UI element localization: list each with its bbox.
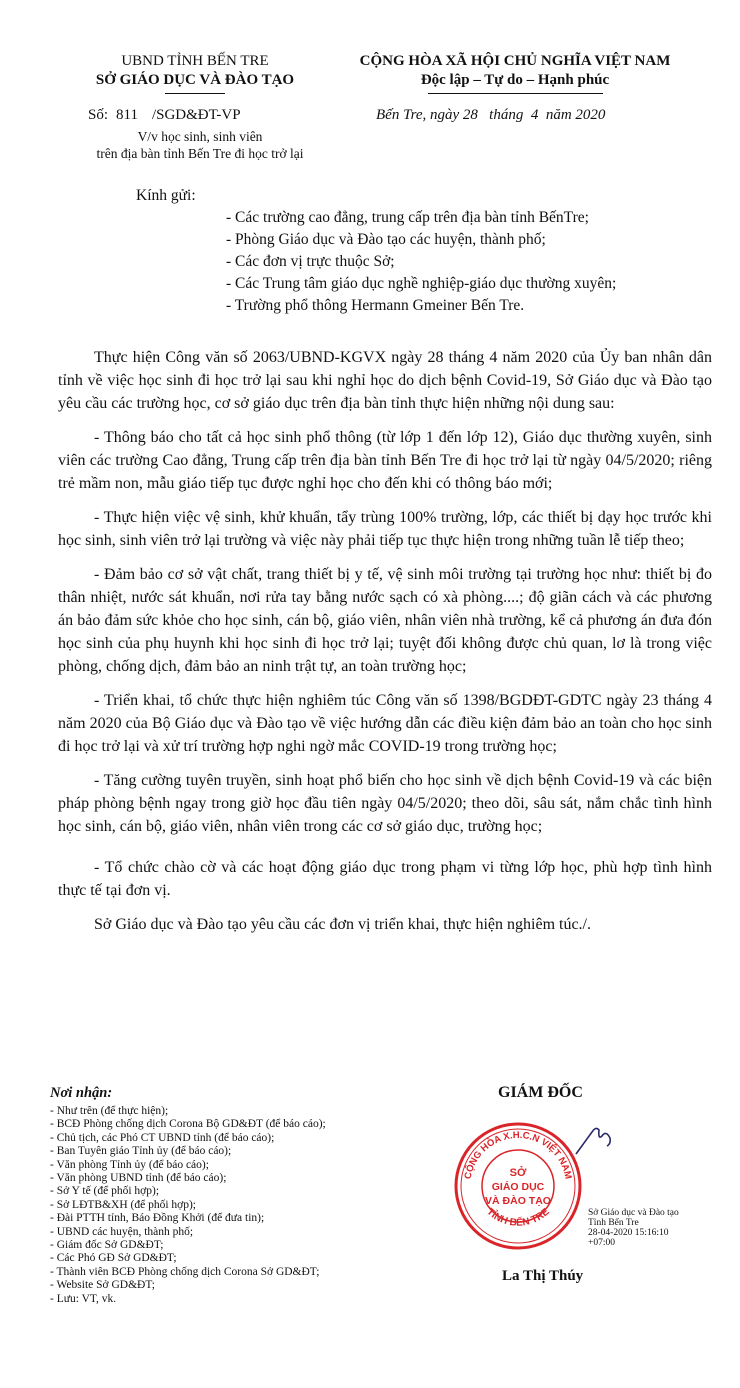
digisig-line: +07:00 — [588, 1238, 615, 1248]
body-paragraph: - Tổ chức chào cờ và các hoạt động giáo dục trong phạm vi từng lớp học, phù hợp tình hình thực tế tại đơn vị. — [58, 859, 712, 899]
document-body — [58, 346, 712, 947]
agency-parent: UBND TỈNH BẾN TRE — [121, 53, 269, 69]
recipient-item: - Chủ tịch, các Phó CT UBND tỉnh (để báo cáo); — [50, 1131, 275, 1144]
signer-role: GIÁM ĐỐC — [498, 1084, 583, 1101]
document-subject — [40, 128, 360, 162]
body-paragraph: Sở Giáo dục và Đào tạo yêu cầu các đơn vị triển khai, thực hiện nghiêm túc./. — [94, 916, 591, 933]
body-paragraph: - Triển khai, tổ chức thực hiện nghiêm túc Công văn số 1398/BGDĐT-GDTC ngày 23 tháng 4 năm 2020 của Bộ Giáo dục và Đào tạo về việc hướng dẫn các điều kiện đảm bảo an toàn cho học sinh đi học trở lại và xử trí trường hợp nghi ngờ mắc COVID-19 trong trường học; — [58, 692, 712, 755]
doc-number-suffix: /SGD&ĐT-VP — [151, 107, 241, 123]
digital-signature-info — [588, 1208, 679, 1248]
svg-text:TỈNH BẾN TRE: TỈNH BẾN TRE — [484, 1206, 552, 1229]
recipient-item: - BCĐ Phòng chống dịch Corona Bộ GD&ĐT (để báo cáo); — [50, 1118, 326, 1131]
recipient-item: - Lưu: VT, vk. — [50, 1292, 117, 1305]
svg-text:VÀ ĐÀO TẠO: VÀ ĐÀO TẠO — [485, 1195, 551, 1207]
agency-name: SỞ GIÁO DỤC VÀ ĐÀO TẠO — [95, 72, 295, 88]
recipient-item: - Sở LĐTB&XH (để phối hợp); — [50, 1198, 196, 1211]
document-number — [88, 107, 241, 124]
recipient-item: - UBND các huyện, thành phố; — [50, 1225, 194, 1238]
body-paragraph: - Đảm bảo cơ sở vật chất, trang thiết bị y tế, vệ sinh môi trường tại trường học như: thiết bị đo thân nhiệt, nước sát khuẩn, nơi rửa tay bằng nước sạch có xà phòng....; độ giãn cách và các phương án bảo đảm sức khỏe cho học sinh, cán bộ, giáo viên, nhân viên nhà trường, kể cả phương án đưa đón học sinh của phụ huynh khi học sinh đi học trở lại; tuyệt đối không được chủ quan, lơ là trong việc phòng, chống dịch, đảm bảo an ninh trật tự, an toàn trường học; — [58, 566, 712, 675]
body-paragraph: - Thông báo cho tất cả học sinh phổ thông (từ lớp 1 đến lớp 12), Giáo dục thường xuyên, sinh viên các trường Cao đẳng, Trung cấp trên địa bàn tỉnh Bến Tre đi học trở lại từ ngày 04/5/2020; riêng trẻ mầm non, mẫu giáo tiếp tục được nghỉ học cho đến khi có thông báo mới; — [58, 429, 712, 492]
agency-underline — [165, 93, 225, 94]
subject-line-1: V/v học sinh, sinh viên — [137, 129, 263, 144]
addressee-item: - Các Trung tâm giáo dục nghề nghiệp-giáo dục thường xuyên; — [226, 275, 617, 292]
body-paragraph: Thực hiện Công văn số 2063/UBND-KGVX ngày 28 tháng 4 năm 2020 của Ủy ban nhân dân tỉnh về việc học sinh đi học trở lại sau khi nghỉ học do dịch bệnh Covid-19, Sở Giáo dục và Đào tạo yêu cầu các trường học, cơ sở giáo dục trên địa bàn tỉnh thực hiện những nội dung sau: — [58, 349, 712, 412]
addressee-item: - Các trường cao đẳng, trung cấp trên địa bàn tỉnh BếnTre; — [226, 209, 589, 226]
recipient-item: - Ban Tuyên giáo Tỉnh ủy (để báo cáo); — [50, 1145, 232, 1158]
official-seal — [452, 1120, 584, 1252]
recipients-title: Nơi nhận: — [50, 1085, 113, 1101]
svg-text:GIÁO DỤC: GIÁO DỤC — [491, 1181, 545, 1193]
recipient-item: - Văn phòng UBND tỉnh (để báo cáo); — [50, 1172, 227, 1185]
addressee-item: - Các đơn vị trực thuộc Sở; — [226, 253, 395, 270]
recipient-item: - Văn phòng Tỉnh ủy (để báo cáo); — [50, 1158, 209, 1171]
signer-name: La Thị Thúy — [502, 1268, 584, 1284]
recipient-item: - Website Sở GD&ĐT; — [50, 1279, 155, 1292]
recipient-item: - Các Phó GĐ Sở GD&ĐT; — [50, 1252, 177, 1265]
recipient-item: - Sở Y tế (để phối hợp); — [50, 1185, 160, 1198]
svg-text:SỞ: SỞ — [509, 1167, 527, 1179]
svg-text:CỘNG HÒA X.H.C.N VIỆT NAM: CỘNG HÒA X.H.C.N VIỆT NAM — [462, 1129, 574, 1181]
handwritten-signature — [574, 1118, 614, 1158]
doc-number-value: 811 — [116, 107, 138, 123]
nation-title: CỘNG HÒA XÃ HỘI CHỦ NGHĨA VIỆT NAM — [359, 53, 671, 69]
recipient-item: - Thành viên BCĐ Phòng chống dịch Corona Sở GD&ĐT; — [50, 1265, 320, 1278]
digisig-line: Tỉnh Bến Tre — [588, 1218, 639, 1228]
addressee-list — [226, 207, 616, 317]
motto-underline — [428, 93, 603, 94]
issuing-agency-block — [60, 52, 330, 94]
digisig-line: 28-04-2020 15:16:10 — [588, 1228, 669, 1238]
recipients-list — [50, 1105, 326, 1306]
body-paragraph: - Tăng cường tuyên truyền, sinh hoạt phổ biến cho học sinh về dịch bệnh Covid-19 và các biện pháp phòng bệnh ngay trong giờ học đầu tiên ngày 04/5/2020; theo dõi, sâu sát, nắm chắc tình hình học sinh, cán bộ, giáo viên, nhân viên trong các cơ sở giáo dục, trường học; — [58, 772, 712, 835]
recipient-item: - Đài PTTH tỉnh, Báo Đồng Khởi (để đưa tin); — [50, 1212, 265, 1225]
document-date: Bến Tre, ngày 28 tháng 4 năm 2020 — [376, 107, 606, 123]
subject-line-2: trên địa bàn tỉnh Bến Tre đi học trở lại — [96, 146, 304, 161]
addressee-item: - Trường phổ thông Hermann Gmeiner Bến Tre. — [226, 297, 525, 314]
recipient-item: - Giám đốc Sở GD&ĐT; — [50, 1239, 164, 1252]
national-motto: Độc lập – Tự do – Hạnh phúc — [420, 72, 610, 88]
recipient-item: - Như trên (để thực hiện); — [50, 1105, 169, 1117]
greeting: Kính gửi: — [136, 187, 196, 204]
national-heading-block — [330, 52, 700, 94]
digisig-line: Sở Giáo dục và Đào tạo — [588, 1208, 679, 1218]
doc-number-prefix: Số: — [88, 107, 109, 123]
body-paragraph: - Thực hiện việc vệ sinh, khử khuẩn, tẩy trùng 100% trường, lớp, các thiết bị dạy học trước khi học sinh, sinh viên trở lại trường và việc này phải tiếp tục thực hiện trong những tuần lễ tiếp theo; — [58, 509, 712, 549]
addressee-item: - Phòng Giáo dục và Đào tạo các huyện, thành phố; — [226, 231, 546, 248]
